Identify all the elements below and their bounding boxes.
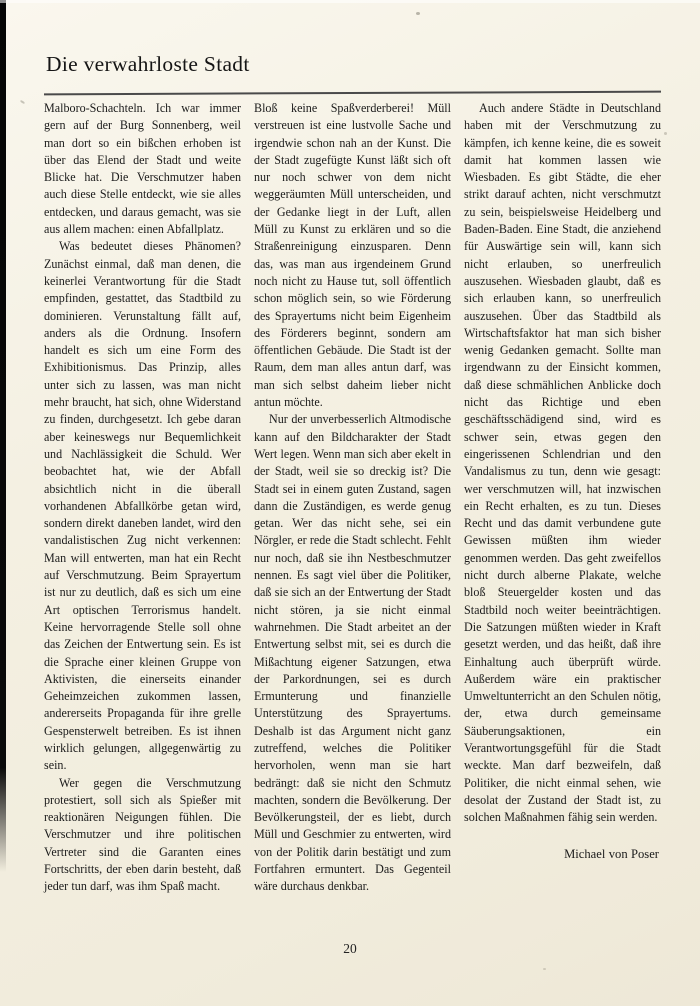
article-paragraph: Nur der unverbesserlich Altmodische kann auf den Bildcharakter der Stadt Wert legen. Wenn man sich aber ekelt in der Stadt, weil sie so dreckig ist? Die Stadt sei in einem guten Zustand, sagen dann die Zuständigen, es werde genug getan. Wer das nicht sehe, sei ein Nörgler, er rede die Stadt schlecht. Fehlt nur noch, daß sie ihn Nestbeschmutzer nennen. Es sagt viel über die Politiker, daß sie sich an der Entwertung der Stadt nicht stören, ja sie nicht einmal wahrnehmen. Die Stadt arbeitet an der Entwertung selbst mit, sei es durch die Mißachtung eigener Satzungen, etwa der Parkordnungen, sei es durch Ermunterung und finanzielle Unterstützung des Sprayertums. Deshalb ist das Argument nicht ganz zutreffend, welches die Politiker hervorholen, wenn man sie hart bedrängt: daß sie nicht den Schmutz machten, sondern die Bevölkerung. Der Bevölkerungsteil, der es liebt, durch Müll und Geschmier zu entwerten, wird von der Politik darin bestätigt und zum Fortfahren ermuntert. Das Gegenteil wäre durchaus denkbar. [254,412,451,894]
article-paragraph: Was bedeutet dieses Phänomen? Zunächst einmal, daß man denen, die keinerlei Verantwortung für die Stadt empfinden, gestattet, das Stadtbild zu dominieren. Verunstaltung fällt auf, anders als die Ordnung. Insofern handelt es sich um eine Form des Exhibitionismus. Das Prinzip, alles unter sich zu lassen, was man nicht mehr braucht, hat sich, ohne Widerstand zu finden, durchgesetzt. Ich gebe daran aber keineswegs nur Bequemlichkeit und Nachlässigkeit die Schuld. Wer beobachtet hat, wie der Abfall absichtlich nicht in die überall vorhandenen Abfallkörbe getan wird, sondern direkt daneben landet, wird den vandalistischen Zug nicht verkennen: Man will entwerten, man hat ein Recht auf Verschmutzung. Beim Sprayertum ist nur zu deutlich, daß es sich um eine Art optischen Terrorismus handelt. Keine hervorragende Stelle soll ohne das Zeichen der Entwertung sein. Es ist die Sprache einer kleinen Gruppe von Aktivisten, die einerseits einander Geheimzeichen zukommen lassen, andererseits Propaganda für ihre grelle Gespensterwelt betreiben. Es ist ihnen wirklich gelungen, allgegenwärtig zu sein. [44,239,241,773]
text-column-3 [464,100,661,864]
scan-speck [543,968,546,970]
scan-speck [664,132,667,135]
page-number: 20 [343,941,357,956]
scan-speck [416,12,420,15]
author-byline: Michael von Poser [564,847,659,862]
text-column-2 [254,100,451,896]
article-paragraph: Malboro-Schachteln. Ich war immer gern auf der Burg Sonnenberg, weil man dort so ein bißchen erhoben ist über das Elend der Stadt und weite Blicke hat. Die Verschmutzer haben auch diese Stelle entdeckt, wie sie alles entdecken, und daraus gemacht, was sie aus allem machen: einen Abfallplatz. [44,101,241,237]
scan-speck [20,100,25,105]
title-rule-divider [44,91,661,95]
article-paragraph: Bloß keine Spaßverderberei! Müll verstreuen ist eine lustvolle Sache und irgendwie schon nah an der Kunst. Die der Stadt zugefügte Kunst läßt sich oft nur noch schwer von dem nicht weggeräumten Müll unterscheiden, und der Gedanke liegt in der Luft, allen Müll zu Kunst zu erklären und so die Straßenreinigung einzusparen. Denn das, was man aus irgendeinem Grund noch nicht zu Hause tut, soll öffentlich schon möglich sein, so wie Förderung des Sprayertums nicht beim Eigenheim des Förderers beginnt, sondern am öffentlichen Gebäude. Die Stadt ist der Raum, dem man alles antun darf, was man sich selbst daheim lieber nicht antun möchte. [254,101,451,410]
scan-top-highlight [0,0,700,3]
scan-edge-artifact [0,0,6,872]
article-paragraph: Auch andere Städte in Deutschland haben mit der Verschmutzung zu kämpfen, ich kenne keine, die es soweit damit hat kommen lassen wie Wiesbaden. Es gibt Städte, die eher strikt darauf achten, nicht verschmutzt zu sein, beispielsweise Heidelberg und Baden-Baden. Eine Stadt, die anziehend für Auswärtige sein will, kann sich nicht erlauben, so unerfreulich auszusehen. Wiesbaden glaubt, daß es sich erlauben kann, so unerfreulich auszusehen. Über das Stadtbild als Wirtschaftsfaktor hat man sich bisher wenig Gedanken gemacht. Sollte man irgendwann zu der Einsicht kommen, daß diese schmählichen Anblicke doch nicht das Richtige und eben geschäftsschädigend sind, wird es schwer sein, etwas gegen den eingerissenen Schlendrian und den Vandalismus zu tun, denn wie gesagt: wer verschmutzen will, hat inzwischen ein Recht erhalten, es zu tun. Dieses Recht und das damit verbundene gute Gewissen müßten ihm wieder genommen werden. Das geht zweifellos nicht durch alberne Plakate, welche bloß Steuergelder kosten und das Stadtbild noch weiter beeinträchtigen. Die Satzungen müßten wieder in Kraft gesetzt werden, und das heißt, daß ihre Einhaltung auch überprüft würde. Außerdem wäre ein praktischer Umweltunterricht an den Schulen nötig, der, etwa durch gemeinsame Säuberungsaktionen, ein Verantwortungsgefühl für die Stadt weckte. Man darf bezweifeln, daß Politiker, die nicht einmal sehen, wie desolat der Zustand der Stadt ist, zu solchen Maßnahmen fähig sein werden. [464,101,661,825]
article-title: Die verwahrloste Stadt [46,52,250,76]
article-paragraph: Wer gegen die Verschmutzung protestiert, soll sich als Spießer mit reaktionären Neigungen fühlen. Die Verschmutzer und ihre politischen Vertreter sind die Garanten eines Fortschritts, der eben darin besteht, daß jeder tun darf, was ihm Spaß macht. [44,775,241,894]
text-column-1 [44,100,241,896]
